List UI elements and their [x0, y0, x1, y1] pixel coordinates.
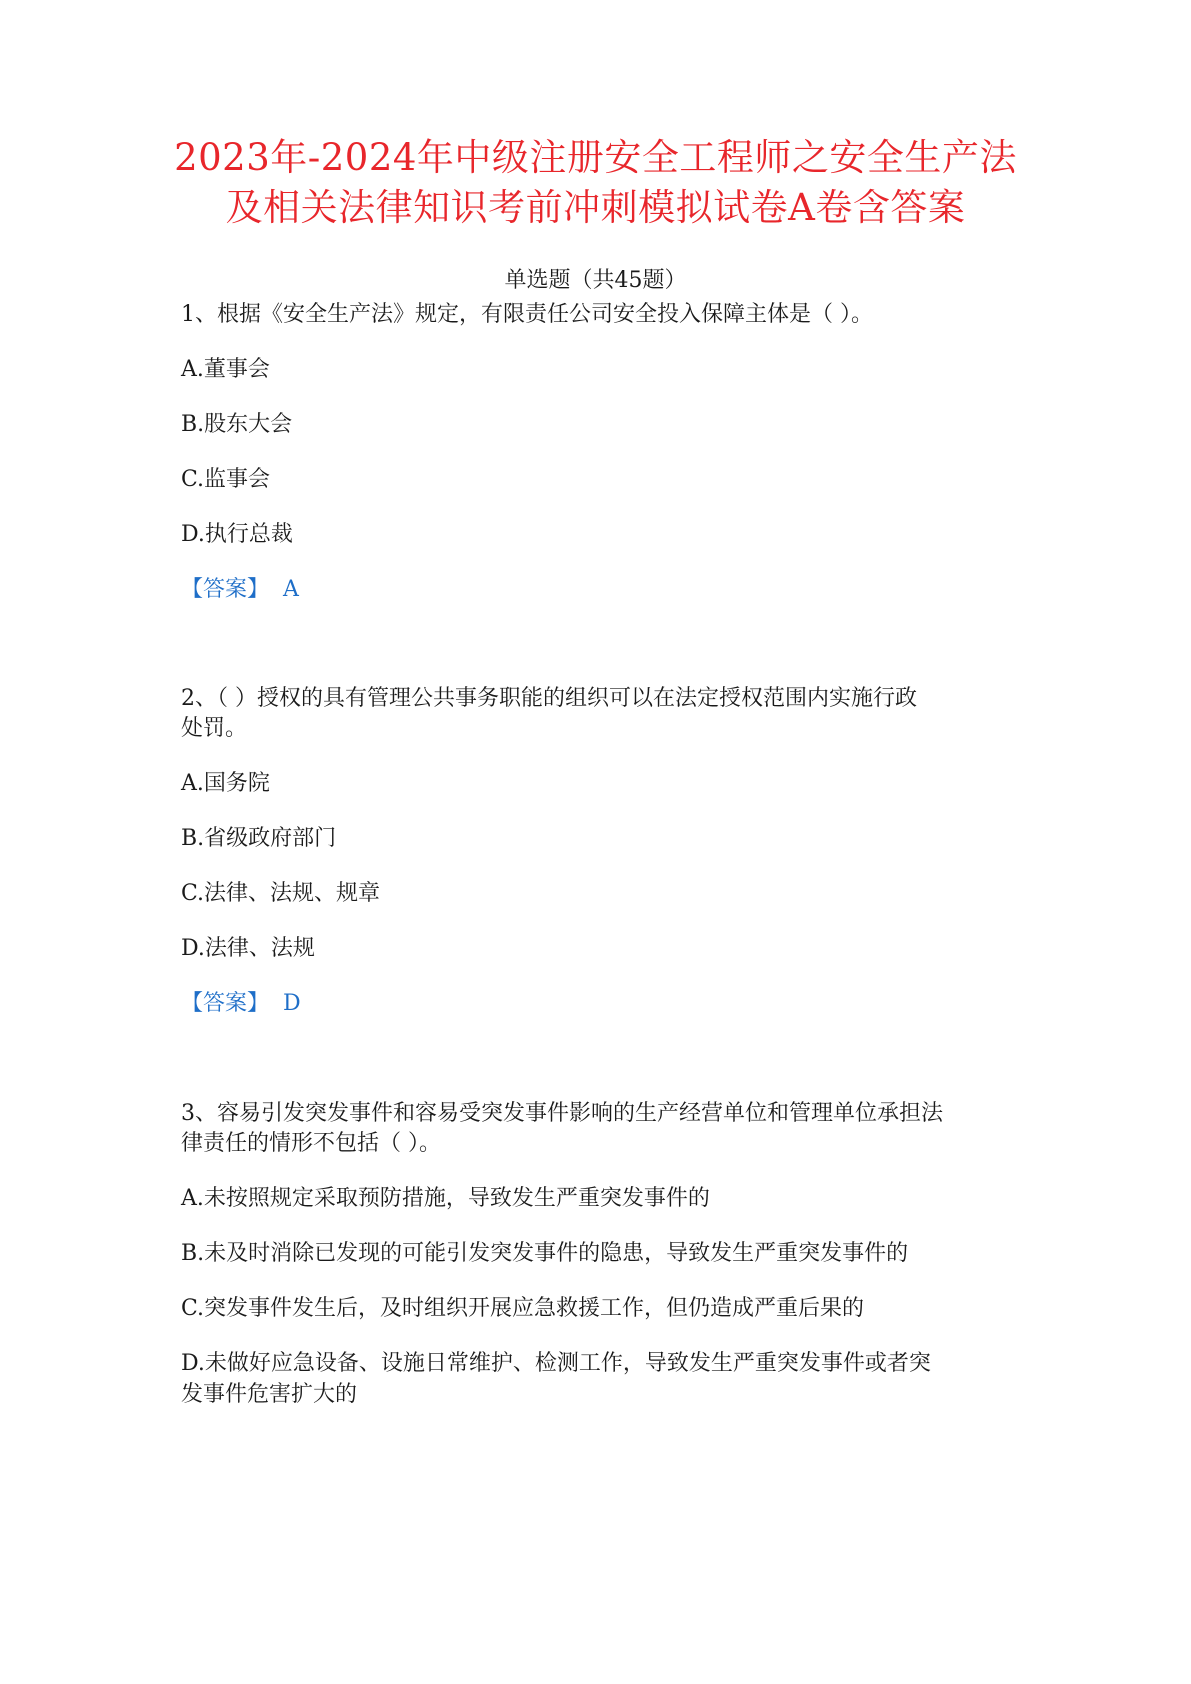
answer-value: A: [283, 577, 299, 602]
question-3-option-d-line-2: 发事件危害扩大的: [181, 1382, 358, 1407]
question-2-option-c: C.法律、法规、规章: [181, 881, 381, 906]
title-line-1: 2023年-2024年中级注册安全工程师之安全生产法: [174, 136, 1017, 179]
question-2-stem-line-1: 2、（ ）授权的具有管理公共事务职能的组织可以在法定授权范围内实施行政: [181, 686, 917, 711]
question-2-answer: [181, 989, 1021, 1019]
question-1-option-b: B.股东大会: [181, 412, 293, 437]
question-1-option-c: C.监事会: [181, 467, 271, 492]
answer-value: D: [283, 991, 301, 1016]
question-1-answer: [181, 575, 1021, 605]
question-2-option-a: A.国务院: [181, 771, 270, 796]
question-3-stem-line-1: 3、容易引发突发事件和容易受突发事件影响的生产经营单位和管理单位承担法: [181, 1101, 943, 1126]
question-3-option-c: C.突发事件发生后，及时组织开展应急救援工作，但仍造成严重后果的: [181, 1296, 865, 1321]
answer-tag: 【答案】: [181, 577, 270, 602]
question-3-stem-line-2: 律责任的情形不包括（ ）。: [181, 1131, 441, 1156]
question-1-option-a: A.董事会: [181, 357, 270, 382]
answer-tag: 【答案】: [181, 991, 270, 1016]
question-3-option-b: B.未及时消除已发现的可能引发突发事件的隐患，导致发生严重突发事件的: [181, 1241, 909, 1266]
question-2-option-b: B.省级政府部门: [181, 826, 337, 851]
question-3-option-d-line-1: D.未做好应急设备、设施日常维护、检测工作，导致发生严重突发事件或者突: [181, 1351, 931, 1376]
document-title: [120, 133, 1071, 233]
question-1-option-d: D.执行总裁: [181, 522, 293, 547]
question-1-stem: 1、根据《安全生产法》规定，有限责任公司安全投入保障主体是（ ）。: [181, 302, 873, 327]
title-line-2: 及相关法律知识考前冲刺模拟试卷A卷含答案: [225, 186, 966, 229]
question-3-option-a: A.未按照规定采取预防措施，导致发生严重突发事件的: [181, 1186, 710, 1211]
question-2-option-d: D.法律、法规: [181, 936, 315, 961]
section-heading: 单选题（共45题）: [504, 268, 687, 293]
question-2-stem-line-2: 处罚。: [181, 716, 248, 741]
